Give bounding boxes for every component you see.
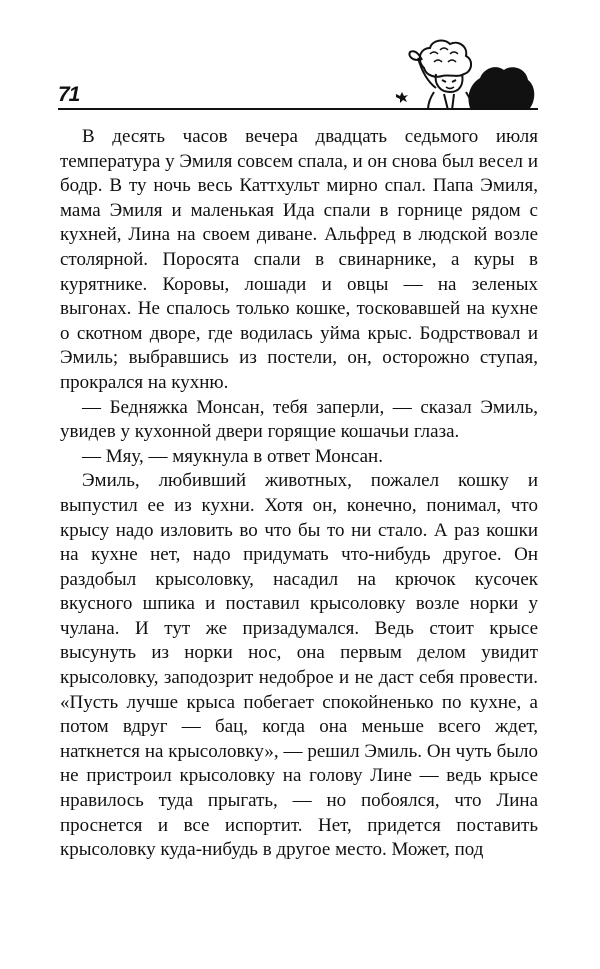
boy-waving-illustration-icon	[378, 38, 538, 110]
paragraph: Эмиль, любивший животных, пожалел кошку и выпустил ее из кухни. Хотя он, конечно, понимал, что крысу надо изловить во что бы то ни стало. А раз кошки на кухне нет, надо придумать что-нибудь другое. Он раздобыл крысоловку, насадил на крючок кусочек вкусного шпика и поставил крысоловку возле норки у чулана. И тут же призадумался. Ведь стоит крысе высунуть из норки нос, она первым делом увидит крысоловку, заподозрит недоброе и не даст себя провести. «Пусть лучше крыса побегает спокойненько по кухне, а потом вдруг — бац, когда она меньше всего ждет, наткнется на крысоловку», — решил Эмиль. Он чуть было не пристроил крысоловку на голову Лине — ведь крысе нравилось туда прыгать, — но побоялся, что Лина проснется и все испортит. Нет, придется поставить крысоловку куда-нибудь в другое место. Может, под	[60, 470, 538, 861]
paragraph: В десять часов вечера двадцать седьмого июля температура у Эмиля совсем спала, и он снова был весел и бодр. В ту ночь весь Каттхульт мирно спал. Папа Эмиля, мама Эмиля и маленькая Ида спали в горнице рядом с кухней, Лина на своем диване. Альфред в людской возле столярной. Поросята спали в свинарнике, а куры в курятнике. Коровы, лошади и овцы — на зеленых выгонах. Не спалось только кошке, тосковавшей на кухне о скотном дворе, где водилась уйма крыс. Бодрствовал и Эмиль; выбравшись из постели, он, осторожно ступая, прокрался на кухню.	[60, 126, 538, 393]
paragraph: — Бедняжка Монсан, тебя заперли, — сказал Эмиль, увидев у кухонной двери горящие кошачьи глаза.	[60, 396, 538, 443]
page-number: 71	[58, 83, 80, 106]
body-text	[60, 125, 538, 863]
paragraph: — Мяу, — мяукнула в ответ Монсан.	[82, 445, 383, 467]
header-rule	[58, 108, 538, 110]
